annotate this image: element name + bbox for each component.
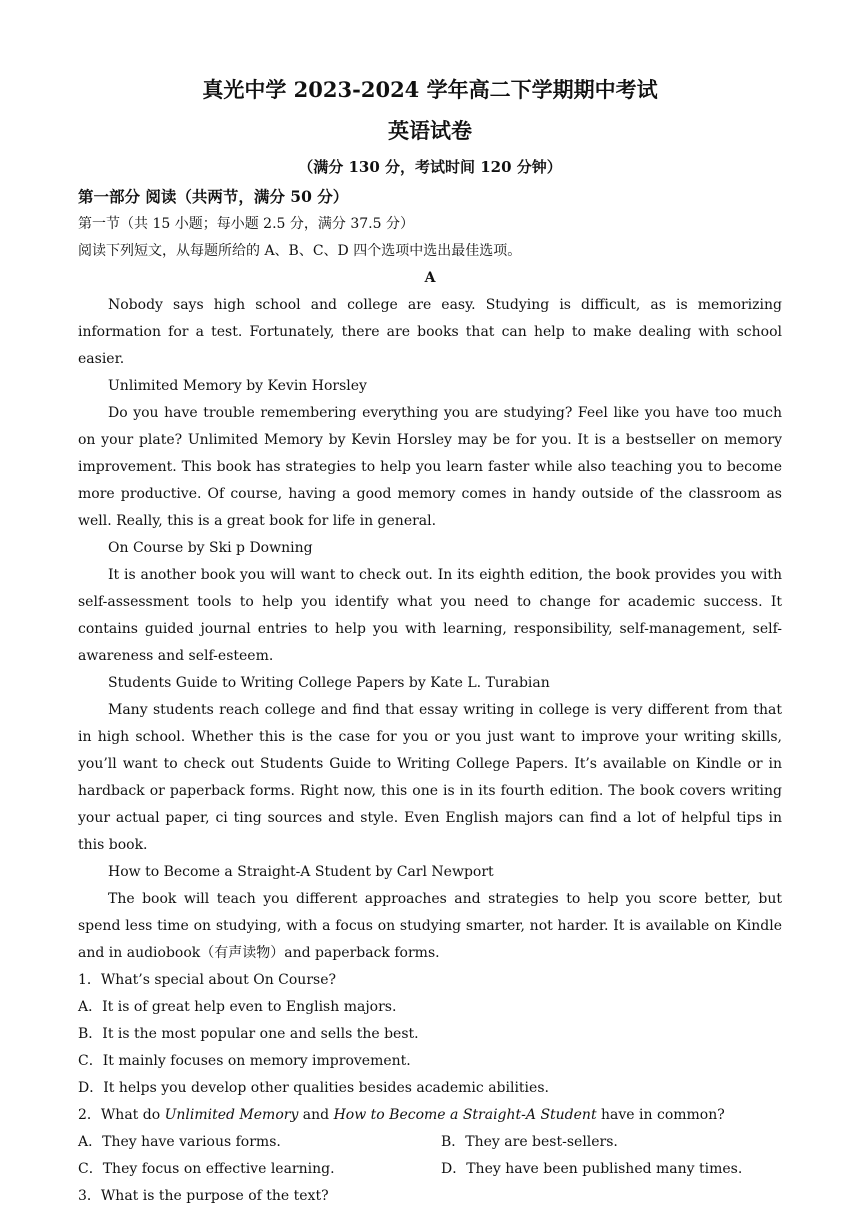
passage-paragraph: It is another book you will want to check out. In its eighth edition, the book provides you with self-assessment tools to help you identify what you need to change for academic success. It contains guided journal entries to help you with learning, responsibility, self-management, self-awareness and self-esteem. (78, 567, 782, 664)
part1-heading: 第一部分 阅读（共两节，满分 50 分） (78, 187, 349, 206)
question-2-options-row-1 (78, 1129, 782, 1156)
exam-subtitle: 英语试卷 (388, 118, 472, 143)
q2-stem-title2: How to Become a Straight-A Student (333, 1107, 597, 1123)
q2-stem-mid: and (298, 1107, 334, 1123)
exam-note: （满分 130 分，考试时间 120 分钟） (298, 158, 562, 176)
question-1-option-d: D．It helps you develop other qualities besides academic abilities. (78, 1080, 549, 1096)
passage-label: A (424, 270, 436, 286)
question-2-options-row-2 (78, 1156, 782, 1183)
instruction: 阅读下列短文，从每题所给的 A、B、C、D 四个选项中选出最佳选项。 (78, 243, 522, 259)
question-1-option-b: B．It is the most popular one and sells the best. (78, 1026, 419, 1042)
q2-stem-pre: 2．What do (78, 1107, 165, 1123)
page-content (78, 70, 782, 1210)
question-3-stem: 3．What is the purpose of the text? (78, 1188, 329, 1204)
passage-paragraph: Do you have trouble remembering everything you are studying? Feel like you have too much on your plate? Unlimited Memory by Kevin Horsley may be for you. It is a bestseller on memory improvement. This book has strategies to help you learn faster while also teaching you to become more productive. Of course, having a good memory comes in handy outside of the classroom as well. Really, this is a great book for life in general. (78, 405, 782, 529)
book-title-2: On Course by Ski p Downing (108, 540, 313, 556)
passage-paragraph: The book will teach you different approaches and strategies to help you score better, but spend less time on studying, with a focus on studying smarter, not harder. It is available on Kindle and in audiobook（有声读物）and paperback forms. (78, 891, 782, 961)
question-2-option-b: B．They are best-sellers. (441, 1134, 618, 1150)
passage-paragraph: Many students reach college and find that essay writing in college is very different from that in high school. Whether this is the case for you or you just want to improve your writing skills, you’ll want to check out Students Guide to Writing College Papers. It’s available on Kindle or in hardback or paperback forms. Right now, this one is in its fourth edition. The book covers writing your actual paper, ci ting sources and style. Even English majors can find a lot of helpful tips in this book. (78, 702, 782, 853)
exam-title: 真光中学 2023-2024 学年高二下学期期中考试 (202, 77, 658, 102)
question-2-stem (78, 1102, 782, 1129)
q2-stem-title1: Unlimited Memory (164, 1107, 299, 1123)
question-1-option-c: C．It mainly focuses on memory improvement. (78, 1053, 411, 1069)
section1-heading: 第一节（共 15 小题；每小题 2.5 分，满分 37.5 分） (78, 216, 414, 232)
question-2-option-d: D．They have been published many times. (441, 1161, 743, 1177)
book-title-3: Students Guide to Writing College Papers by Kate L. Turabian (108, 675, 550, 691)
question-2-option-a: A．They have various forms. (78, 1134, 281, 1150)
passage-paragraph: Nobody says high school and college are easy. Studying is difficult, as is memorizing information for a test. Fortunately, there are books that can help to make dealing with school easier. (78, 297, 782, 367)
q2-stem-post: have in common? (596, 1107, 725, 1123)
book-title-4: How to Become a Straight-A Student by Carl Newport (108, 864, 494, 880)
question-1-stem: 1．What’s special about On Course? (78, 972, 336, 988)
question-2-option-c: C．They focus on effective learning. (78, 1161, 335, 1177)
question-1-option-a: A．It is of great help even to English majors. (78, 999, 397, 1015)
book-title-1: Unlimited Memory by Kevin Horsley (108, 378, 367, 394)
